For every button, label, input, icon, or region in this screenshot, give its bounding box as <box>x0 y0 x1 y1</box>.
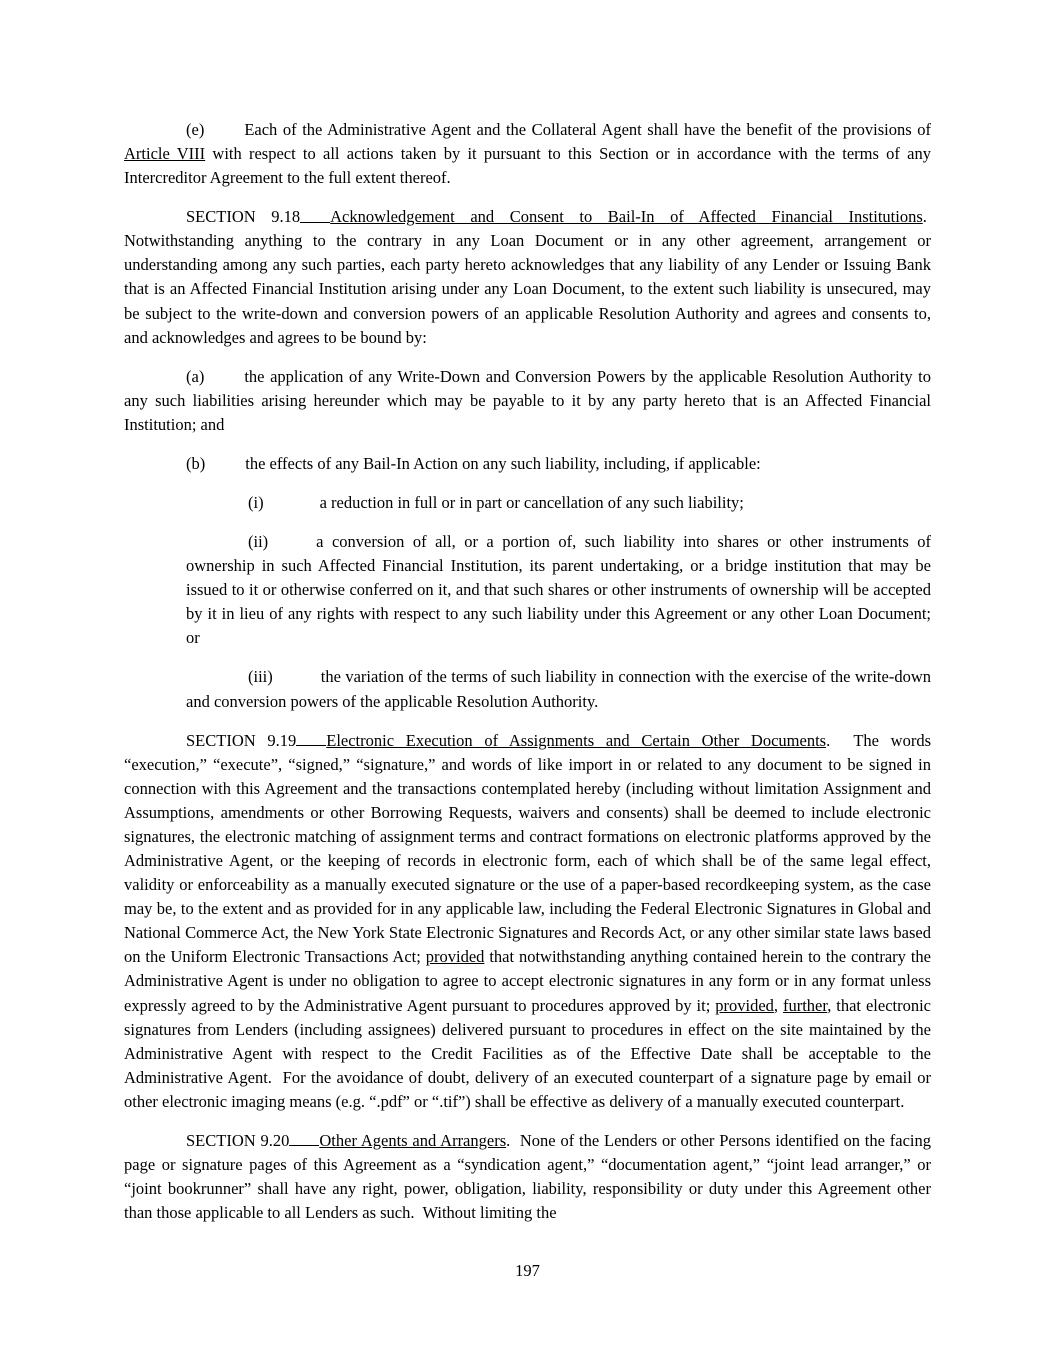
tab-spacer <box>300 205 330 223</box>
tab-spacer <box>268 530 316 547</box>
section-9-20 <box>124 1129 931 1225</box>
tab-spacer <box>204 365 244 382</box>
text-run: Electronic Execution of Assignments and Certain Other Documents <box>326 730 827 750</box>
text-run: (iii) <box>248 667 273 687</box>
document-body <box>124 118 931 1225</box>
text-run: (e) <box>186 120 205 139</box>
text-run: . Notwithstanding anything to the contrary in any Loan Document or in any other agreement, arrangement or understanding among any such parties, each party hereto acknowledges that any liability of any Lender or Issuing Bank that is an Affected Financial Institution arising under any Loan Document, to the extent such liability is unsecured, may be subject to the write-down and conversion powers of an applicable Resolution Authority and agrees and consents to, and acknowledges and agrees to be bound by: <box>124 207 931 347</box>
paragraph-b <box>124 452 931 476</box>
tab-spacer <box>273 665 321 682</box>
text-run: (b) <box>186 453 206 473</box>
text-run: Acknowledgement and Consent to Bail-In of Affected Financial Institutions <box>330 207 923 227</box>
text-run: . The words “execution,” “execute”, “signed,” “signature,” and words of like import in or related to any document to be signed in connection with this Agreement and the transactions contemplated hereby (including without limitation Assignment and Assumptions, amendments or other Borrowing Requests, waivers and consents) shall be deemed to include electronic signatures, the electronic matching of assignment terms and contract formations on electronic platforms approved by the Administrative Agent, or the keeping of records in electronic form, each of which shall be of the same legal effect, validity or enforceability as a manually executed signature or the use of a paper-based recordkeeping system, as the case may be, to the extent and as provided for in any applicable law, including the Federal Electronic Signatures in Global and National Commerce Act, the New York State Electronic Signatures and Records Act, or any other similar state laws based on the Uniform Electronic Transactions Act; <box>124 730 932 967</box>
section-9-18 <box>124 205 931 349</box>
text-run: , <box>773 995 783 1015</box>
text-run: , that electronic signatures from Lenders (including assignees) delivered pursuant to procedures in effect on the site maintained by the Administrative Agent with respect to the Credit Facilities as of the Effective Date shall be acceptable to the Administrative Agent. For the avoidance of doubt, delivery of an executed counterpart of a signature page by email or other electronic imaging means (e.g. “.pdf” or “.tif”) shall be effective as delivery of a manually executed counterpart. <box>124 995 931 1111</box>
paragraph-b-i <box>186 491 931 515</box>
text-run: the application of any Write-Down and Conversion Powers by the applicable Resolution Authority to any such liabilities arising hereunder which may be payable to it by any party hereto that is an Affected Financial Institution; and <box>124 366 931 434</box>
text-run: (i) <box>248 493 264 513</box>
text-run: a conversion of all, or a portion of, such liability into shares or other instruments of ownership in such Affected Financial Institution, its parent undertaking, or a bridge institution that may be issued to it or otherwise conferred on it, and that such shares or other instruments of ownership will be accepted by it in lieu of any rights with respect to any such liability under this Agreement or any other Loan Document; or <box>186 532 931 648</box>
text-run: Article VIII <box>124 144 206 164</box>
section-9-19 <box>124 729 931 1114</box>
text-run: provided <box>715 995 774 1015</box>
tab-spacer <box>204 118 244 135</box>
text-run: Each of the Administrative Agent and the Collateral Agent shall have the benefit of the provisions of <box>244 120 931 139</box>
text-run: SECTION 9.20 <box>186 1130 290 1150</box>
text-run: . None of the Lenders or other Persons identified on the facing page or signature pages of this Agreement as a “syndication agent,” “documentation agent,” “joint lead arranger,” or “joint bookrunner” shall have any right, power, obligation, liability, responsibility or duty under this Agreement other than those applicable to all Lenders as such. Without limiting the <box>124 1130 931 1223</box>
page-number: 197 <box>515 1260 540 1280</box>
text-run: (ii) <box>248 532 269 552</box>
text-run: the effects of any Bail-In Action on any such liability, including, if applicable: <box>245 453 761 473</box>
text-run: provided <box>425 947 485 967</box>
tab-spacer <box>205 452 245 469</box>
paragraph-a <box>124 365 931 437</box>
text-run: a reduction in full or in part or cancellation of any such liability; <box>319 493 744 513</box>
tab-spacer <box>296 729 326 747</box>
text-run: with respect to all actions taken by it pursuant to this Section or in accordance with the terms of any Intercreditor Agreement to the full extent thereof. <box>124 144 931 188</box>
paragraph-e <box>124 118 931 190</box>
text-run: SECTION 9.18 <box>186 207 301 227</box>
tab-spacer <box>264 491 320 508</box>
tab-spacer <box>289 1129 319 1147</box>
text-run: Other Agents and Arrangers <box>319 1130 507 1150</box>
paragraph-b-iii <box>186 665 931 713</box>
text-run: further <box>782 995 828 1015</box>
paragraph-b-ii <box>186 530 931 650</box>
text-run: that notwithstanding anything contained herein to the contrary the Administrative Agent is under no obligation to agree to accept electronic signatures in any form or in any format unless expressly agreed to by the Administrative Agent pursuant to procedures approved by it; <box>124 947 931 1015</box>
text-run: SECTION 9.19 <box>186 730 297 750</box>
text-run: the variation of the terms of such liability in connection with the exercise of the write-down and conversion powers of the applicable Resolution Authority. <box>186 667 931 711</box>
text-run: (a) <box>186 366 205 386</box>
